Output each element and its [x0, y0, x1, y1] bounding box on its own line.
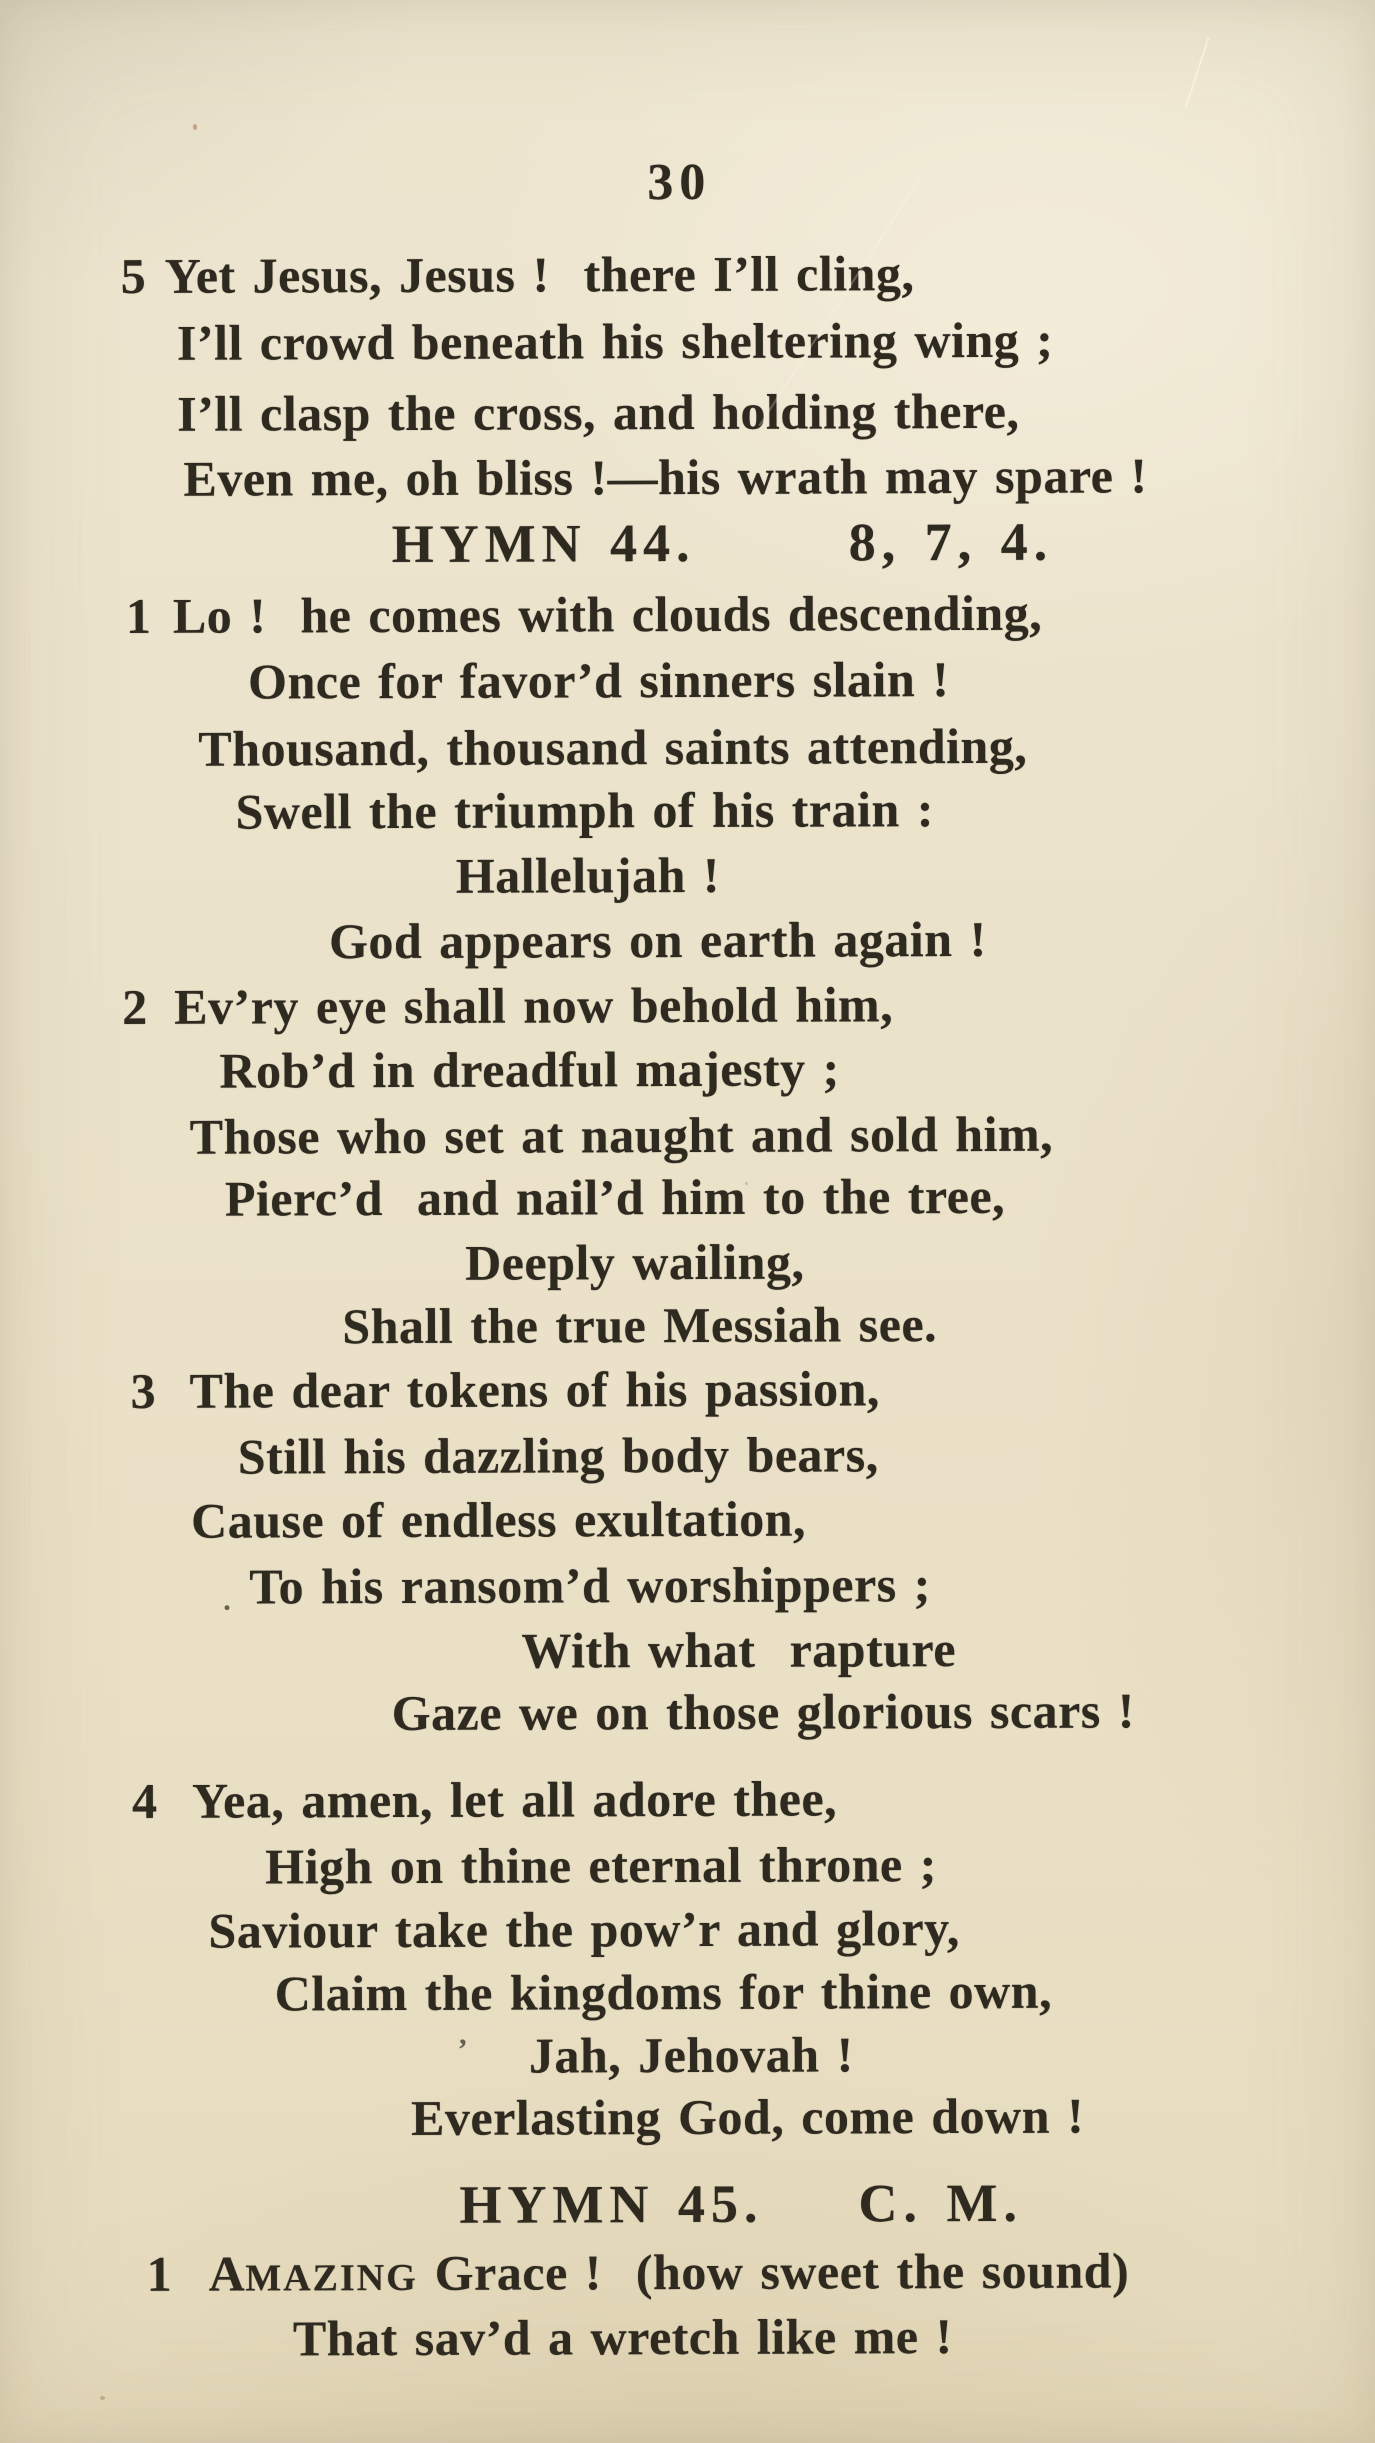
heading-part: HYMN 45.	[459, 2173, 764, 2235]
verse-line	[0, 383, 1372, 455]
verse-line	[0, 448, 1373, 520]
verse-line	[0, 312, 1372, 384]
verse-line	[3, 1963, 1375, 2035]
verse-text: Lo ! he comes with clouds descending,	[172, 584, 1043, 644]
verse-number: 4	[131, 1772, 158, 1829]
heading-part: C. M.	[858, 2172, 1024, 2234]
verse-number: 1	[125, 587, 152, 644]
page-number: 30	[647, 153, 712, 212]
hymn-heading	[0, 512, 1373, 584]
verse-line	[0, 651, 1373, 723]
verse-text: Hallelujah !	[455, 846, 721, 904]
verse-line	[0, 1233, 1375, 1305]
verse-line	[4, 2308, 1375, 2380]
verse-line	[0, 245, 1372, 317]
verse-line	[0, 911, 1374, 983]
verse-text: Once for favor’d sinners slain !	[248, 651, 950, 710]
heading-part: HYMN 44.	[391, 512, 696, 575]
verse-line	[0, 846, 1374, 918]
paper-speck	[100, 2396, 105, 2400]
verse-line	[4, 2243, 1375, 2315]
verse-text: To his ransom’d worshippers ;	[249, 1556, 931, 1615]
paper-speck	[745, 1182, 748, 1185]
heading-part: 8, 7, 4.	[848, 511, 1054, 573]
verse-line	[0, 1106, 1375, 1178]
verse-text: Saviour take the pow’r and glory,	[208, 1900, 960, 1959]
verse-line	[2, 1836, 1375, 1908]
verse-text: High on thine eternal throne ;	[265, 1836, 937, 1895]
verse-text: Deeply wailing,	[465, 1233, 805, 1291]
verse-text: That sav’d a wretch like me !	[292, 2308, 953, 2367]
verse-number: 3	[130, 1362, 157, 1419]
ink-mark: .	[223, 1584, 232, 1617]
verse-text: I’ll clasp the cross, and holding there,	[177, 382, 1020, 442]
verse-text: I’ll crowd beneath his sheltering wing ;	[176, 311, 1054, 371]
verse-text: Cause of endless exultation,	[190, 1490, 807, 1549]
verse-text: Thousand, thousand saints attending,	[198, 717, 1028, 777]
verse-line	[0, 781, 1374, 853]
verse-line	[0, 1040, 1375, 1112]
verse-text: Gaze we on those glorious scars !	[391, 1682, 1135, 1742]
verse-text: With what rapture	[521, 1621, 957, 1679]
verse-text: Ev’ry eye shall now behold him,	[174, 976, 894, 1035]
verse-line	[0, 585, 1373, 657]
verse-text: The dear tokens of his passion,	[189, 1360, 880, 1419]
verse-text: Swell the triumph of his train :	[235, 781, 935, 840]
verse-text: Still his dazzling body bears,	[237, 1426, 879, 1485]
verse-line	[2, 1770, 1375, 1842]
verse-line	[3, 2088, 1375, 2160]
verse-text: AMAZING Grace ! (how sweet the sound)	[208, 2242, 1130, 2302]
verse-line	[0, 1296, 1375, 1368]
verse-number: 2	[122, 978, 148, 1035]
verse-text: Claim the kingdoms for thine own,	[274, 1962, 1053, 2022]
verse-text: Yea, amen, let all adore thee,	[191, 1770, 838, 1829]
verse-number: 1	[146, 2245, 173, 2302]
verse-text: Jah, Jehovah !	[528, 2026, 854, 2084]
verse-text: Pierc’d and nail’d him to the tree,	[224, 1167, 1006, 1227]
verse-number: 5	[120, 247, 147, 304]
verse-line	[1, 1621, 1375, 1693]
paper-speck	[193, 124, 197, 130]
verse-line	[3, 2026, 1375, 2098]
verse-line	[2, 1900, 1375, 1972]
verse-text: Everlasting God, come down !	[411, 2087, 1085, 2146]
verse-line	[0, 1168, 1375, 1240]
verse-text: Those who set at naught and sold him,	[189, 1105, 1054, 1165]
ink-mark: ’	[457, 2033, 469, 2066]
verse-line	[0, 718, 1373, 790]
verse-line	[0, 1360, 1375, 1432]
verse-line	[1, 1426, 1375, 1498]
verse-line	[1, 1490, 1375, 1562]
verse-text: Rob’d in dreadful majesty ;	[219, 1040, 840, 1099]
hymn-heading	[3, 2173, 1375, 2245]
verse-line	[0, 976, 1374, 1048]
verse-line	[2, 1683, 1375, 1755]
verse-text: God appears on earth again !	[328, 910, 987, 970]
verse-text: Shall the true Messiah see.	[342, 1296, 938, 1355]
verse-line	[1, 1556, 1375, 1628]
verse-text: Even me, oh bliss !—his wrath may spare !	[183, 447, 1148, 507]
verse-text: Yet Jesus, Jesus ! there I’ll cling,	[164, 245, 915, 304]
